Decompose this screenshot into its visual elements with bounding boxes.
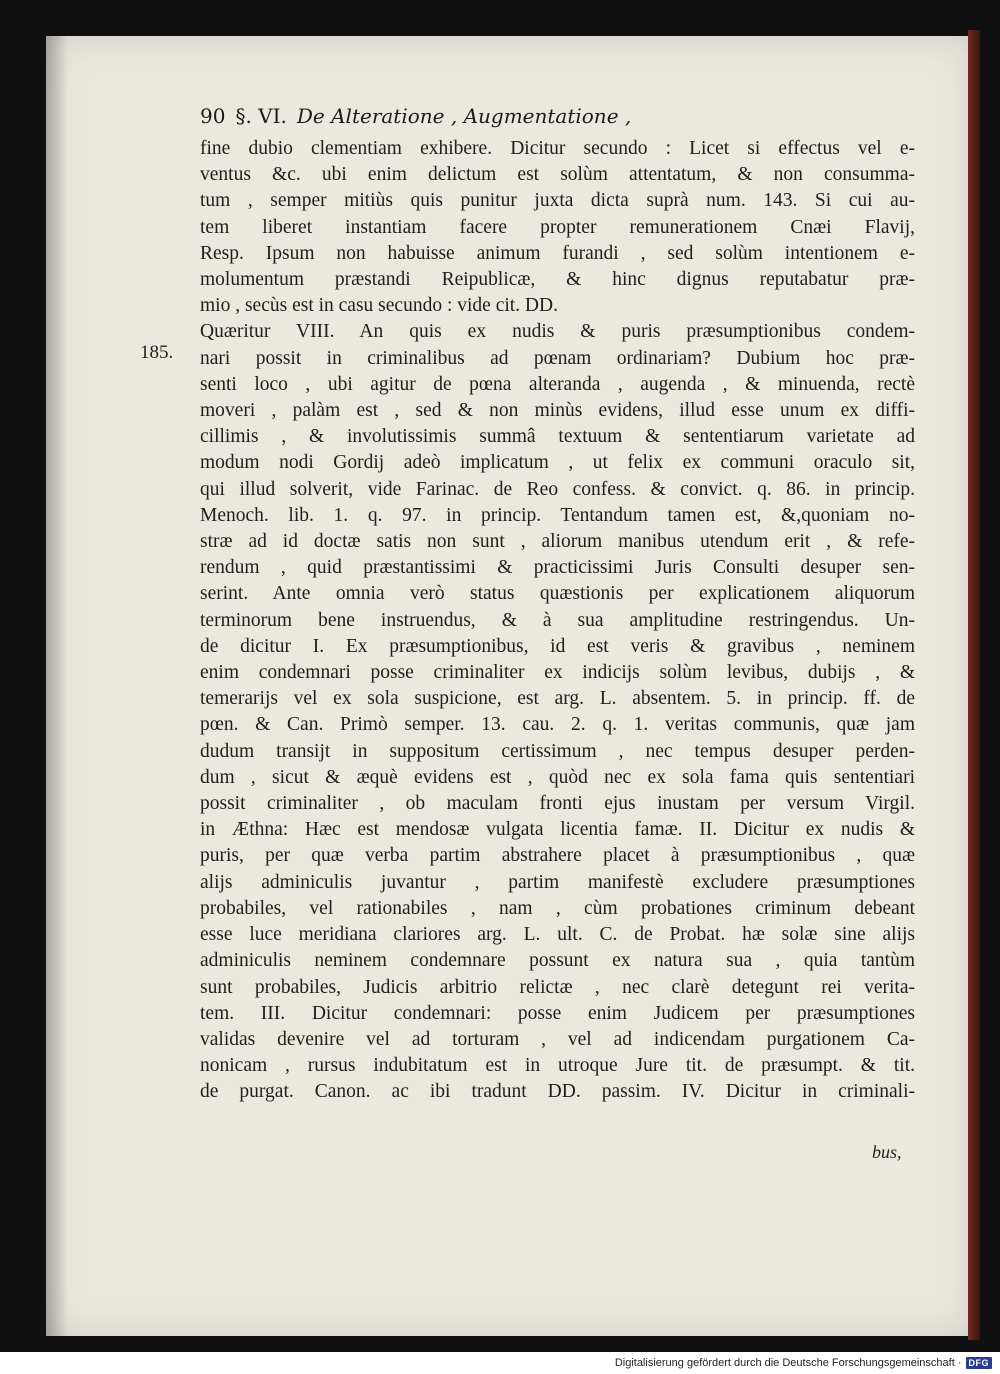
text-line: enim condemnari posse criminaliter ex indicijs solùm levibus, dubijs , & (200, 662, 915, 684)
text-line: adminiculis neminem condemnare possunt ex natura sua , quia tantùm (200, 950, 915, 972)
text-line: senti loco , ubi agitur de pœna alteranda , augenda , & minuenda, rectè (200, 373, 915, 395)
page-gutter-shadow (46, 36, 68, 1336)
running-head (200, 104, 900, 128)
text-line: dum , sicut & æquè evidens est , quòd nec ex sola fama quis sententiari (200, 766, 915, 788)
text-line: fine dubio clementiam exhibere. Dicitur secundo : Licet si effectus vel e- (200, 138, 915, 159)
text-line: tem. III. Dicitur condemnari: posse enim Judicem per præsumptiones (200, 1002, 915, 1024)
running-title: De Alteratione , Augmentatione , (296, 104, 632, 128)
text-line: de dicitur I. Ex præsumptionibus, id est veris & gravibus , neminem (200, 635, 915, 657)
text-line: serint. Ante omnia verò status quæstionis per explicationem aliquorum (200, 583, 915, 605)
text-line: Resp. Ipsum non habuisse animum furandi , sed solùm intentionem e- (200, 242, 915, 264)
text-line: cillimis , & involutissimis summâ textuum & sententiarum varietate ad (200, 426, 915, 448)
text-line: sunt probabiles, Judicis arbitrio relictæ , nec clarè detegunt rei verita- (200, 976, 915, 998)
text-line: Menoch. lib. 1. q. 97. in princip. Tentandum tamen est, &,quoniam no- (200, 504, 915, 526)
paragraph-number: 185. (140, 342, 174, 363)
text-line: terminorum bene instruendus, & à sua amplitudine restringendus. Un- (200, 609, 915, 631)
text-line: nari possit in criminalibus ad pœnam ordinariam? Dubium hoc præ- (200, 347, 915, 369)
book-edge (968, 30, 980, 1340)
text-line: in Æthna: Hæc est mendosæ vulgata licentia famæ. II. Dicitur ex nudis & (200, 819, 915, 841)
text-line: puris, per quæ verba partim abstrahere placet à præsumptionibus , quæ (200, 845, 915, 867)
text-line: molumentum præstandi Reipublicæ, & hinc dignus reputabatur præ- (200, 269, 915, 291)
text-line: moveri , palàm est , sed & non minùs evidens, illud esse unum ex diffi- (200, 400, 915, 422)
text-line: tum , semper mitiùs quis punitur juxta dicta suprà num. 143. Si cui au- (200, 190, 915, 212)
text-line: dudum transijt in suppositum certissimum , nec tempus desuper perden- (200, 740, 915, 762)
text-line: possit criminaliter , ob maculam fronti ejus inustam per versum Virgil. (200, 793, 915, 815)
text-line: temerarijs vel ex sola suspicione, est arg. L. absentem. 5. in princip. ff. de (200, 688, 915, 710)
text-line: ventus &c. ubi enim delictum est solùm attentatum, & non consumma- (200, 164, 915, 186)
footer-bar (0, 1352, 1000, 1374)
body-text (200, 136, 915, 1106)
text-line: qui illud solverit, vide Farinac. de Reo confess. & convict. q. 86. in princip. (200, 478, 915, 500)
text-line: nonicam , rursus indubitatum est in utroque Jure tit. de præsumpt. & tit. (200, 1055, 915, 1077)
text-line: modum nodi Gordij adeò implicatum , ut felix ex communi oraculo sit, (200, 452, 915, 474)
text-line: alijs adminiculis juvantur , partim manifestè excludere præsumptiones (200, 871, 915, 893)
catchword: bus, (872, 1142, 902, 1162)
text-line: esse luce meridiana clariores arg. L. ult. C. de Probat. hæ solæ sine alijs (200, 924, 915, 946)
text-line: stræ ad id doctæ satis non sunt , aliorum manibus utendum erit , & refe- (200, 531, 915, 553)
text-line: tem liberet instantiam facere propter remunerationem Cnæi Flavij, (200, 216, 915, 238)
text-line: de purgat. Canon. ac ibi tradunt DD. passim. IV. Dicitur in criminali- (200, 1081, 915, 1103)
text-line: rendum , quid præstantissimi & practicissimi Juris Consulti desuper sen- (200, 557, 915, 579)
page-number: 90 (200, 104, 226, 128)
funding-credit: Digitalisierung gefördert durch die Deutsche Forschungsgemeinschaft · (614, 1357, 962, 1369)
text-line: validas devenire vel ad torturam , vel ad indicendam purgationem Ca- (200, 1028, 915, 1050)
text-line: Quæritur VIII. An quis ex nudis & puris præsumptionibus condem- (200, 321, 915, 343)
dfg-logo: DFG (966, 1357, 993, 1369)
text-line: mio , secùs est in casu secundo : vide cit. DD. (200, 295, 558, 317)
section-number: §. VI. (235, 104, 287, 128)
text-line: pœn. & Can. Primò semper. 13. cau. 2. q. 1. veritas communis, quæ jam (200, 714, 915, 736)
text-line: probabiles, vel rationabiles , nam , cùm probationes criminum debeant (200, 897, 915, 919)
